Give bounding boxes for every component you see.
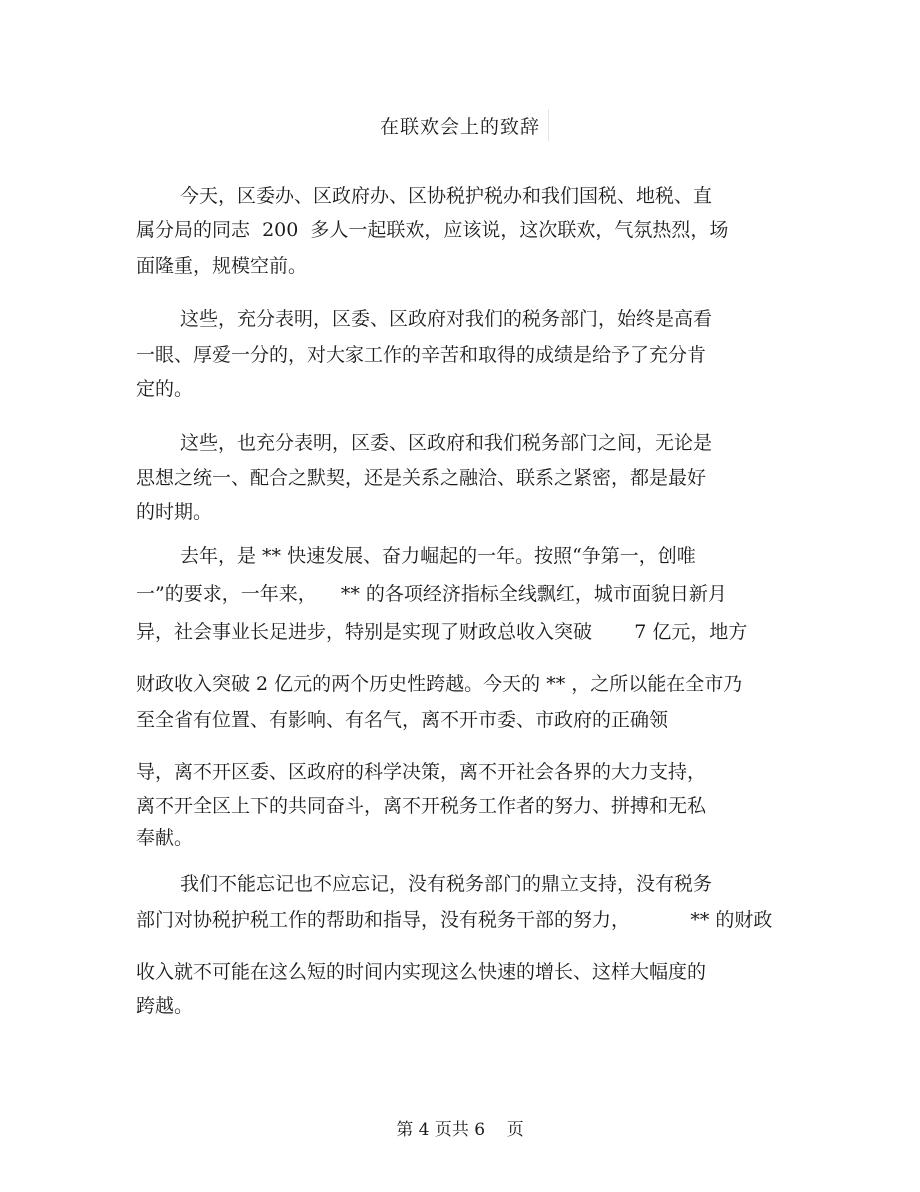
paragraph-5-line-3: 收入就不可能在这么短的时间内实现这么快速的增长、这样大幅度的 [136, 961, 707, 983]
paragraph-4-line-4: 财政收入突破 2 亿元的两个历史性跨越。今天的 ** ，之所以能在全市乃 [136, 673, 743, 695]
paragraph-1-line-1: 今天，区委办、区政府办、区协税护税办和我们国税、地税、直 [180, 185, 713, 207]
paragraph-5-line-1: 我们不能忘记也不应忘记，没有税务部门的鼎立支持，没有税务 [180, 873, 713, 895]
paragraph-3-line-2: 思想之统一、配合之默契，还是关系之融洽、联系之紧密，都是最好 [136, 467, 707, 489]
paragraph-3-line-1: 这些，也充分表明，区委、区政府和我们税务部门之间，无论是 [180, 432, 713, 454]
paragraph-4-line-7: 离不开全区上下的共同奋斗，离不开税务工作者的努力、拼搏和无私 [136, 795, 707, 817]
paragraph-4-line-6: 导，离不开区委、区政府的科学决策，离不开社会各界的大力支持， [136, 761, 707, 783]
paragraph-5-line-4: 跨越。 [136, 995, 194, 1017]
document-title: 在联欢会上的致辞 [379, 116, 540, 138]
paragraph-4-line-8: 奉献。 [136, 827, 194, 849]
paragraph-3-line-3: 的时期。 [136, 501, 213, 523]
paragraph-4-line-5: 至全省有位置、有影响、有名气，离不开市委、市政府的正确领 [136, 709, 669, 731]
paragraph-1-line-3: 面隆重，规模空前。 [136, 255, 308, 277]
paragraph-5-line-2: 部门对协税护税工作的帮助和指导，没有税务干部的努力， ** 的财政 [136, 909, 773, 931]
paragraph-2-line-3: 定的。 [136, 378, 194, 400]
page-number-footer: 第 4 页共 6 页 [396, 1120, 524, 1140]
paragraph-4-line-2: 一”的要求，一年来， ** 的各项经济指标全线飘红，城市面貌日新月 [136, 583, 727, 605]
paragraph-2-line-2: 一眼、厚爱一分的，对大家工作的辛苦和取得的成绩是给予了充分肯 [136, 344, 707, 366]
paragraph-2-line-1: 这些，充分表明，区委、区政府对我们的税务部门，始终是高看 [180, 308, 713, 330]
paragraph-1-line-2: 属分局的同志 200 多人一起联欢，应该说，这次联欢，气氛热烈，场 [136, 219, 729, 241]
title-divider [548, 109, 549, 141]
paragraph-4-line-1: 去年，是 ** 快速发展、奋力崛起的一年。按照“争第一，创唯 [180, 545, 696, 567]
paragraph-4-line-3: 异，社会事业长足进步，特别是实现了财政总收入突破 7 亿元，地方 [136, 621, 748, 643]
